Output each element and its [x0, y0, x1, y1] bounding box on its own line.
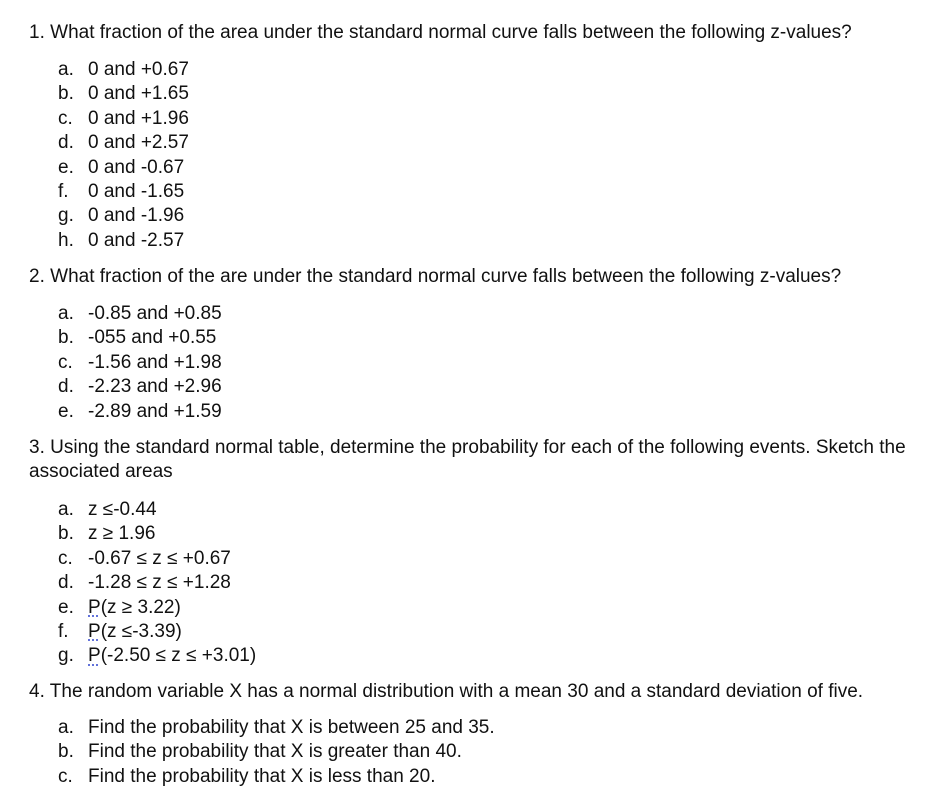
option-1e — [58, 156, 189, 180]
question-number: 1. — [29, 22, 45, 43]
option-3e — [58, 596, 256, 620]
option-3f — [58, 620, 256, 644]
option-text: (-2.50 ≤ z ≤ +3.01) — [100, 645, 257, 667]
option-letter: b. — [58, 327, 74, 349]
question-1 — [29, 21, 909, 45]
option-letter: a. — [58, 499, 74, 520]
question-number: 2. — [29, 266, 45, 287]
option-prefix: P — [88, 596, 101, 618]
question-4 — [29, 680, 909, 704]
option-letter: f. — [58, 620, 69, 642]
question-3 — [29, 436, 909, 484]
option-prefix: P — [88, 645, 101, 667]
option-1b — [58, 82, 189, 106]
option-letter: b. — [58, 523, 74, 545]
option-letter: a. — [58, 303, 74, 324]
option-text: -2.89 and +1.59 — [88, 400, 222, 422]
option-text: 0 and -0.67 — [88, 156, 185, 178]
option-text: -0.85 and +0.85 — [88, 303, 222, 324]
option-1d — [58, 131, 189, 155]
option-letter: d. — [58, 572, 74, 594]
option-1c — [58, 107, 189, 131]
option-letter: e. — [58, 156, 74, 178]
option-3a — [58, 498, 256, 522]
option-text: Find the probability that X is less than 20. — [88, 765, 436, 787]
option-3g — [58, 644, 256, 668]
option-text: z ≥ 1.96 — [88, 523, 156, 545]
question-2 — [29, 265, 909, 289]
option-text: 0 and -1.96 — [88, 205, 185, 227]
question-4-options — [58, 716, 495, 789]
option-prefix: P — [88, 620, 101, 642]
option-letter: g. — [58, 645, 74, 667]
option-2b — [58, 326, 222, 350]
option-text: -2.23 and +2.96 — [88, 376, 222, 398]
option-text: 0 and -1.65 — [88, 180, 185, 202]
option-4c — [58, 765, 495, 789]
option-letter: c. — [58, 107, 73, 129]
option-1a — [58, 58, 189, 82]
option-4a — [58, 716, 495, 740]
option-text: -1.56 and +1.98 — [88, 351, 222, 373]
option-text: z ≤-0.44 — [88, 499, 157, 520]
option-1g — [58, 204, 189, 228]
option-text: (z ≥ 3.22) — [100, 596, 181, 618]
question-3-options — [58, 498, 256, 669]
option-text: 0 and +1.96 — [88, 107, 189, 129]
option-letter: b. — [58, 83, 74, 105]
option-text: 0 and +2.57 — [88, 132, 189, 154]
option-2d — [58, 375, 222, 399]
option-text: -1.28 ≤ z ≤ +1.28 — [88, 572, 231, 594]
option-2c — [58, 351, 222, 375]
question-text: Using the standard normal table, determine the probability for each of the following events. Sketch the associated areas — [29, 437, 906, 482]
question-number: 4. — [29, 681, 45, 702]
question-text: The random variable X has a normal distribution with a mean 30 and a standard deviation of five. — [49, 681, 864, 702]
option-letter: d. — [58, 132, 74, 154]
option-text: 0 and -2.57 — [88, 229, 185, 251]
option-letter: h. — [58, 229, 74, 251]
option-letter: g. — [58, 205, 74, 227]
option-letter: d. — [58, 376, 74, 398]
option-3d — [58, 571, 256, 595]
option-1h — [58, 229, 189, 253]
option-3c — [58, 547, 256, 571]
question-number: 3. — [29, 437, 45, 458]
option-text: (z ≤-3.39) — [100, 620, 182, 642]
option-letter: f. — [58, 180, 69, 202]
option-text: -055 and +0.55 — [88, 327, 217, 349]
option-2a — [58, 302, 222, 326]
option-letter: a. — [58, 59, 74, 80]
question-text: What fraction of the are under the standard normal curve falls between the following z-values? — [50, 266, 842, 287]
option-letter: b. — [58, 741, 74, 763]
option-letter: e. — [58, 596, 74, 618]
question-text: What fraction of the area under the standard normal curve falls between the following z-values? — [50, 22, 852, 43]
option-letter: c. — [58, 351, 73, 373]
option-4b — [58, 740, 495, 764]
option-text: Find the probability that X is greater than 40. — [88, 741, 462, 763]
question-1-options — [58, 58, 189, 253]
option-letter: a. — [58, 717, 74, 738]
option-text: 0 and +1.65 — [88, 83, 189, 105]
option-text: Find the probability that X is between 25 and 35. — [88, 717, 495, 738]
option-text: -0.67 ≤ z ≤ +0.67 — [88, 547, 231, 569]
option-1f — [58, 180, 189, 204]
option-2e — [58, 400, 222, 424]
option-3b — [58, 522, 256, 546]
option-letter: c. — [58, 765, 73, 787]
option-letter: c. — [58, 547, 73, 569]
option-letter: e. — [58, 400, 74, 422]
option-text: 0 and +0.67 — [88, 59, 189, 80]
question-2-options — [58, 302, 222, 424]
